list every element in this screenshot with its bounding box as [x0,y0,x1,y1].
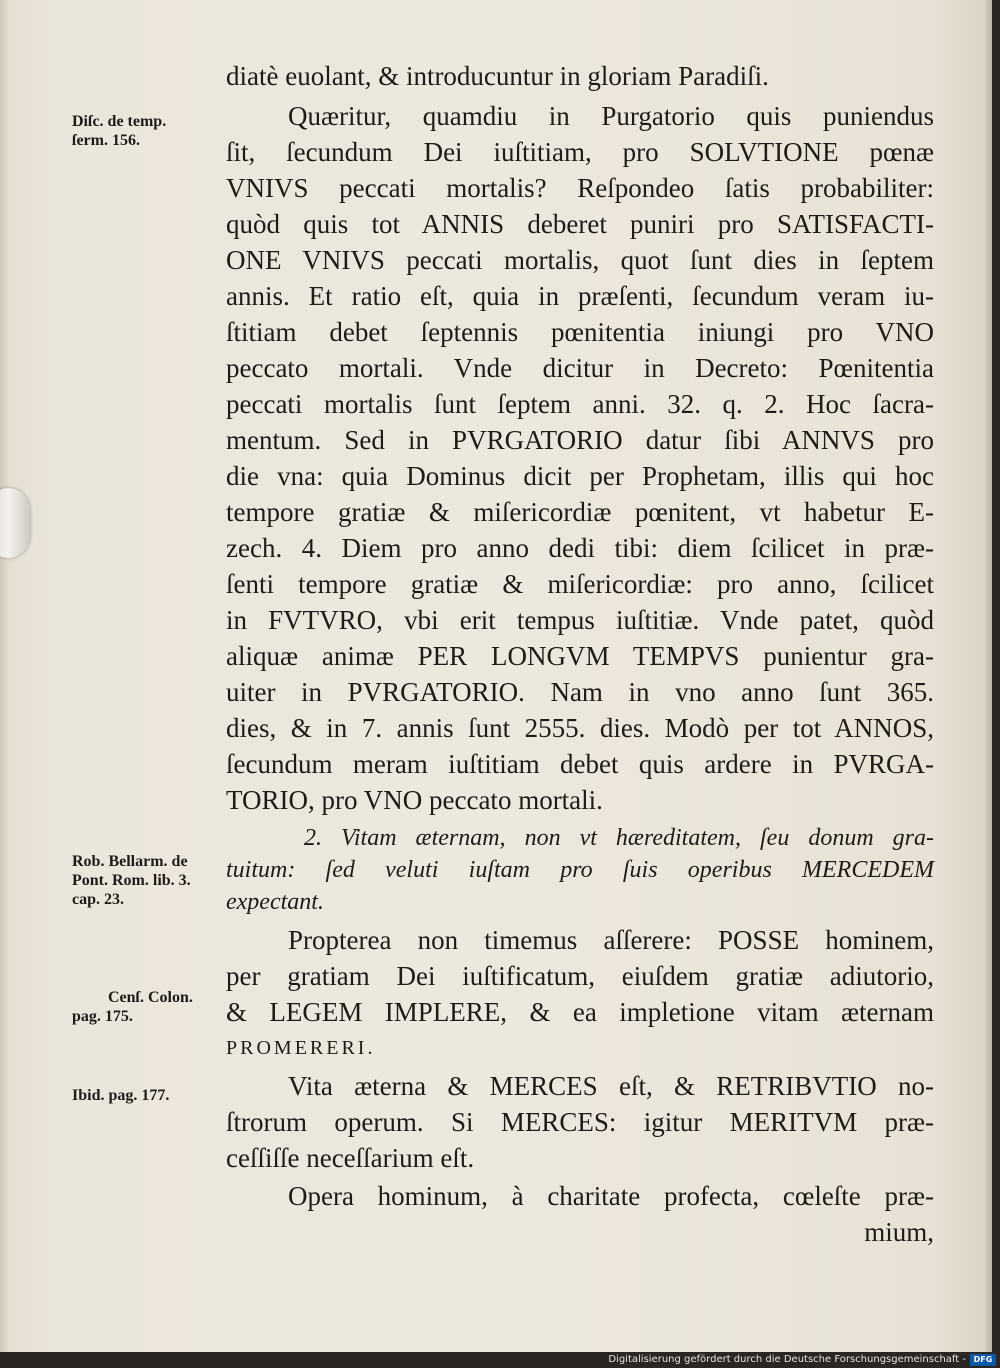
italic-line: expectant. [226,889,324,915]
continuation-line: diatè euolant, & introducuntur in gloriam Paradiſi. [226,61,769,91]
marginal-note-disc [72,112,232,150]
note-line: ſerm. 156. [72,132,140,149]
text-line: in FVTVRO, vbi erit tempus iuſtitiæ. Vnde patet, quòd [226,605,934,635]
text-line: uiter in PVRGATORIO. Nam in vno anno ſunt 365. [226,677,934,707]
text-line: TORIO, pro VNO peccato mortali. [226,785,603,815]
text-line: ONE VNIVS peccati mortalis, quot ſunt dies in ſeptem [226,245,934,275]
note-line: Rob. Bellarm. de [72,853,188,870]
text-line: aliquæ animæ PER LONGVM TEMPVS punientur gra- [226,641,934,671]
text-line: mentum. Sed in PVRGATORIO datur ſibi ANNVS pro [226,425,934,455]
note-line: Ibid. pag. 177. [72,1087,170,1104]
note-line: cap. 23. [72,891,124,908]
digitization-credit: Digitalisierung gefördert durch die Deutsche Forschungsgemeinschaft - [0,1352,1000,1368]
text-line: die vna: quia Dominus dicit per Prophetam, illis qui hoc [226,461,934,491]
text-line: Opera hominum, à charitate profecta, cœleſte præ- [288,1181,934,1211]
text-line: ſit, ſecundum Dei iuſtitiam, pro SOLVTIONE pœnæ [226,137,934,167]
text-line: ceſſiſſe neceſſarium eſt. [226,1143,475,1173]
text-line: & LEGEM IMPLERE, & ea impletione vitam æternam [226,997,934,1027]
text-line: dies, & in 7. annis ſunt 2555. dies. Modò per tot ANNOS, [226,713,934,743]
text-line: Propterea non timemus aſſerere: POSSE hominem, [288,925,934,955]
text-line: zech. 4. Diem pro anno dedi tibi: diem ſcilicet in præ- [226,533,934,563]
text-line: PROMERERI. [226,1037,376,1059]
note-line: Pont. Rom. lib. 3. [72,872,191,889]
note-line: Cenſ. Colon. [108,989,193,1006]
note-line: Diſc. de temp. [72,113,167,130]
text-line: VNIVS peccati mortalis? Reſpondeo ſatis probabiliter: [226,173,934,203]
book-clasp [0,488,30,558]
text-line: ſtrorum operum. Si MERCES: igitur MERITVM præ- [226,1107,934,1137]
text-line: ſecundum meram iuſtitiam debet quis ardere in PVRGA- [226,749,934,779]
text-line: Quæritur, quamdiu in Purgatorio quis puniendus [288,101,934,131]
text-line: peccato mortali. Vnde dicitur in Decreto: Pœnitentia [226,353,934,383]
marginal-note-bellarmine [72,852,232,909]
page-spine [0,0,10,1352]
text-line: mium, [864,1217,934,1247]
italic-line: tuitum: ſed veluti iuſtam pro ſuis operibus MERCEDEM [226,857,934,883]
text-line: peccati mortalis ſunt ſeptem anni. 32. q. 2. Hoc ſacra- [226,389,934,419]
text-line: ſenti tempore gratiæ & miſericordiæ: pro anno, ſcilicet [226,569,934,599]
text-line: per gratiam Dei iuſtificatum, eiuſdem gratiæ adiutorio, [226,961,934,991]
text-line: annis. Et ratio eſt, quia in præſenti, ſecundum veram iu- [226,281,934,311]
text-line: Vita æterna & MERCES eſt, & RETRIBVTIO no- [288,1071,934,1101]
marginal-note-ibid [72,1086,232,1105]
dfg-logo: DFG [970,1354,996,1366]
italic-line: 2. Vitam æternam, non vt hæreditatem, ſeu donum gra- [304,825,934,851]
note-line: pag. 175. [72,1008,133,1025]
text-line: quòd quis tot ANNIS deberet puniri pro SATISFACTI- [226,209,934,239]
page-edge [986,0,992,1352]
text-line: tempore gratiæ & miſericordiæ pœnitent, vt habetur E- [226,497,934,527]
text-line: ſtitiam debet ſeptennis pœnitentia iniungi pro VNO [226,317,934,347]
